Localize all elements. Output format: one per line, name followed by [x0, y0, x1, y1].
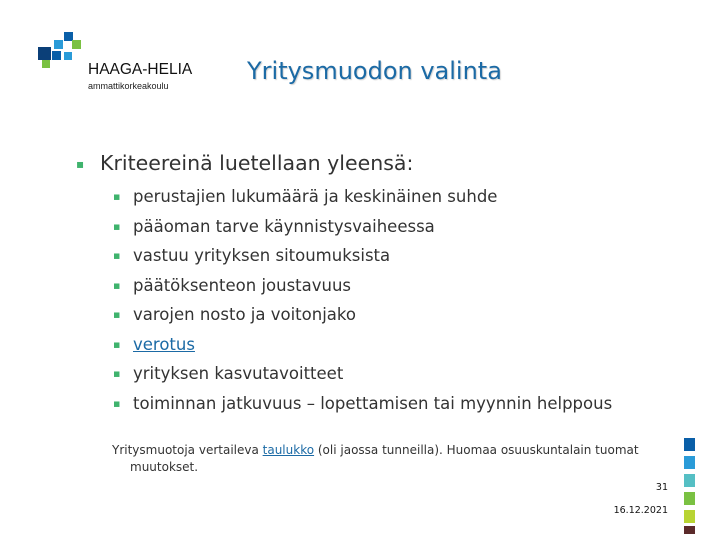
- stripe-block: [684, 456, 695, 469]
- slide-date: 16.12.2021: [613, 505, 668, 516]
- slide-title: Yritysmuodon valinta: [247, 57, 502, 85]
- list-item: [113, 241, 612, 271]
- taulukko-link[interactable]: taulukko: [262, 443, 315, 457]
- logo-name: HAAGA-HELIA: [88, 61, 193, 78]
- bullet-icon: ▪: [113, 308, 121, 321]
- list-item-text: yrityksen kasvutavoitteet: [133, 364, 344, 383]
- list-item-text: pääoman tarve käynnistysvaiheessa: [133, 216, 435, 236]
- footnote: [112, 442, 672, 476]
- list-item: [113, 389, 612, 419]
- list-item-text: vastuu yrityksen sitoumuksista: [133, 246, 391, 265]
- bullet-icon: ▪: [113, 219, 121, 233]
- bullet-icon: ▪: [113, 190, 121, 203]
- bullet-icon: ▪: [113, 337, 121, 351]
- footnote-text-before: Yritysmuotoja vertaileva: [112, 443, 263, 457]
- list-item: [113, 359, 612, 389]
- logo-squares-icon: [38, 32, 88, 72]
- verotus-link[interactable]: verotus: [133, 334, 195, 354]
- stripe-block: [684, 474, 695, 487]
- footnote-line2: muutokset.: [130, 460, 199, 474]
- bullet-icon: ▪: [113, 367, 121, 380]
- list-item-text: toiminnan jatkuvuus – lopettamisen tai myynnin helppous: [133, 393, 613, 413]
- stripe-block: [684, 438, 695, 451]
- list-item-text: varojen nosto ja voitonjako: [133, 305, 356, 324]
- bullet-icon: ▪: [76, 157, 85, 171]
- main-bullet-text: Kriteereinä luetellaan yleensä:: [100, 151, 414, 175]
- bullet-icon: ▪: [113, 278, 121, 292]
- list-item: [113, 300, 612, 330]
- bullet-icon: ▪: [113, 249, 121, 262]
- bullet-icon: ▪: [113, 396, 121, 410]
- list-item: [113, 271, 612, 301]
- main-bullet: [78, 151, 413, 175]
- haaga-helia-logo: [38, 32, 203, 94]
- logo-subtitle: ammattikorkeakoulu: [88, 81, 169, 91]
- stripe-block: [684, 510, 695, 523]
- page-number: 31: [655, 482, 668, 493]
- stripe-block: [684, 526, 695, 534]
- criteria-list: [113, 182, 612, 418]
- list-item: [113, 182, 612, 212]
- footnote-text-after: (oli jaossa tunneilla). Huomaa osuuskuntalain tuomat: [314, 443, 639, 457]
- stripe-block: [684, 492, 695, 505]
- list-item: [113, 212, 612, 242]
- list-item-text: perustajien lukumäärä ja keskinäinen suhde: [133, 187, 498, 206]
- list-item-text: päätöksenteon joustavuus: [133, 275, 352, 295]
- list-item: [113, 330, 612, 360]
